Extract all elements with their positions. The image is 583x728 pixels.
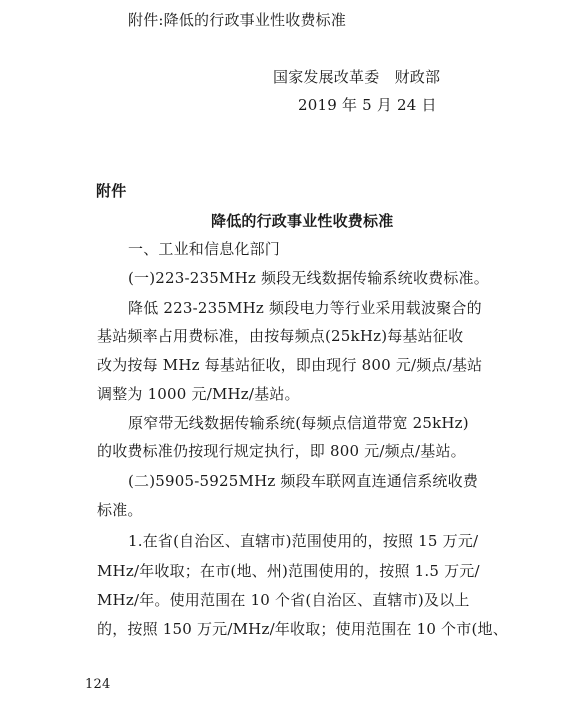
paragraph-line: 调整为 1000 元/MHz/基站。: [97, 385, 300, 403]
issue-date: 2019 年 5 月 24 日: [298, 96, 437, 114]
paragraph-line: 基站频率占用费标准，由按每频点(25kHz)每基站征收: [97, 327, 464, 345]
paragraph-line: 的收费标准仍按现行规定执行，即 800 元/频点/基站。: [97, 442, 466, 460]
paragraph-line: MHz/年。使用范围在 10 个省(自治区、直辖市)及以上: [97, 591, 470, 609]
paragraph-line: 改为按每 MHz 每基站征收，即由现行 800 元/频点/基站: [97, 356, 483, 374]
paragraph-line: 原窄带无线数据传输系统(每频点信道带宽 25kHz): [128, 414, 469, 432]
item-heading-2-cont: 标准。: [97, 501, 143, 519]
attachment-title: 降低的行政事业性收费标准: [211, 212, 394, 230]
attachment-reference: 附件:降低的行政事业性收费标准: [128, 11, 347, 29]
paragraph-line: 降低 223-235MHz 频段电力等行业采用载波聚合的: [128, 299, 482, 317]
item-heading-2: (二)5905-5925MHz 频段车联网直连通信系统收费: [128, 472, 479, 490]
attachment-label: 附件: [96, 182, 127, 200]
section-heading-1: 一、工业和信息化部门: [128, 240, 281, 258]
paragraph-line: MHz/年收取；在市(地、州)范围使用的，按照 1.5 万元/: [97, 562, 480, 580]
page-number: 124: [85, 677, 111, 692]
item-heading-1: (一)223-235MHz 频段无线数据传输系统收费标准。: [128, 269, 489, 287]
paragraph-line: 的，按照 150 万元/MHz/年收取；使用范围在 10 个市(地、: [97, 620, 508, 638]
issuing-authorities: 国家发展改革委 财政部: [273, 68, 441, 86]
paragraph-line: 1.在省(自治区、直辖市)范围使用的，按照 15 万元/: [128, 532, 479, 550]
